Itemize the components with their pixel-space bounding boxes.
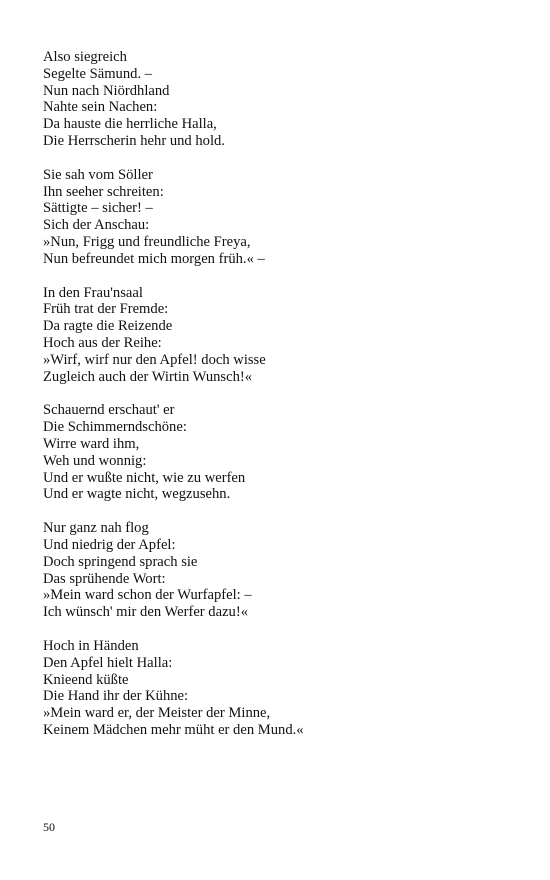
stanza bbox=[43, 638, 513, 739]
poem-line: Also siegreich bbox=[43, 49, 127, 65]
poem-line: Ich wünsch' mir den Werfer dazu!« bbox=[43, 604, 249, 621]
poem-line: Und er wußte nicht, wie zu werfen bbox=[43, 469, 246, 486]
poem-line: Weh und wonnig: bbox=[43, 452, 147, 469]
poem-line: Nun nach Niördhland bbox=[43, 82, 170, 99]
poem-line: Wirre ward ihm, bbox=[43, 435, 140, 452]
stanza bbox=[43, 49, 513, 150]
poem-line: Da ragte die Reizende bbox=[43, 318, 173, 335]
poem-line: »Mein ward er, der Meister der Minne, bbox=[43, 705, 271, 722]
poem-line: Die Hand ihr der Kühne: bbox=[43, 688, 189, 705]
poem-line: Sie sah vom Söller bbox=[43, 166, 153, 183]
poem-line: Zugleich auch der Wirtin Wunsch!« bbox=[43, 368, 253, 385]
stanza bbox=[43, 402, 513, 503]
poem-line: Keinem Mädchen mehr müht er den Mund.« bbox=[43, 721, 304, 738]
poem-line: Nahte sein Nachen: bbox=[43, 99, 158, 116]
stanza bbox=[43, 520, 513, 621]
poem-line: Und er wagte nicht, wegzusehn. bbox=[43, 486, 231, 503]
poem-line: Knieend küßte bbox=[43, 671, 129, 688]
poem-line: Den Apfel hielt Halla: bbox=[43, 654, 173, 671]
poem-line: Hoch aus der Reihe: bbox=[43, 334, 162, 351]
poem-text bbox=[43, 49, 513, 756]
poem-line: »Nun, Frigg und freundliche Freya, bbox=[43, 233, 251, 250]
poem-line: Die Herrscherin hehr und hold. bbox=[43, 132, 225, 149]
poem-line: Früh trat der Fremde: bbox=[43, 301, 169, 318]
poem-line: »Mein ward schon der Wurfapfel: – bbox=[43, 587, 252, 604]
poem-line: »Wirf, wirf nur den Apfel! doch wisse bbox=[43, 351, 266, 368]
poem-line: Das sprühende Wort: bbox=[43, 570, 166, 587]
poem-line: Sich der Anschau: bbox=[43, 217, 150, 234]
poem-line: Nur ganz nah flog bbox=[43, 520, 149, 537]
stanza bbox=[43, 167, 513, 268]
poem-line: Die Schimmerndschöne: bbox=[43, 419, 187, 436]
poem-line: Segelte Sämund. – bbox=[43, 65, 153, 82]
page-number: 50 bbox=[43, 820, 55, 834]
poem-line: Und niedrig der Apfel: bbox=[43, 536, 176, 553]
poem-line: Hoch in Händen bbox=[43, 637, 139, 654]
poem-line: Ihn seeher schreiten: bbox=[43, 183, 164, 200]
poem-line: Sättigte – sicher! – bbox=[43, 200, 153, 217]
poem-line: In den Frau'nsaal bbox=[43, 284, 143, 301]
poem-line: Da hauste die herrliche Halla, bbox=[43, 116, 217, 133]
poem-line: Schauernd erschaut' er bbox=[43, 402, 175, 419]
poem-line: Doch springend sprach sie bbox=[43, 553, 198, 570]
stanza bbox=[43, 285, 513, 386]
poem-line: Nun befreundet mich morgen früh.« – bbox=[43, 250, 265, 267]
